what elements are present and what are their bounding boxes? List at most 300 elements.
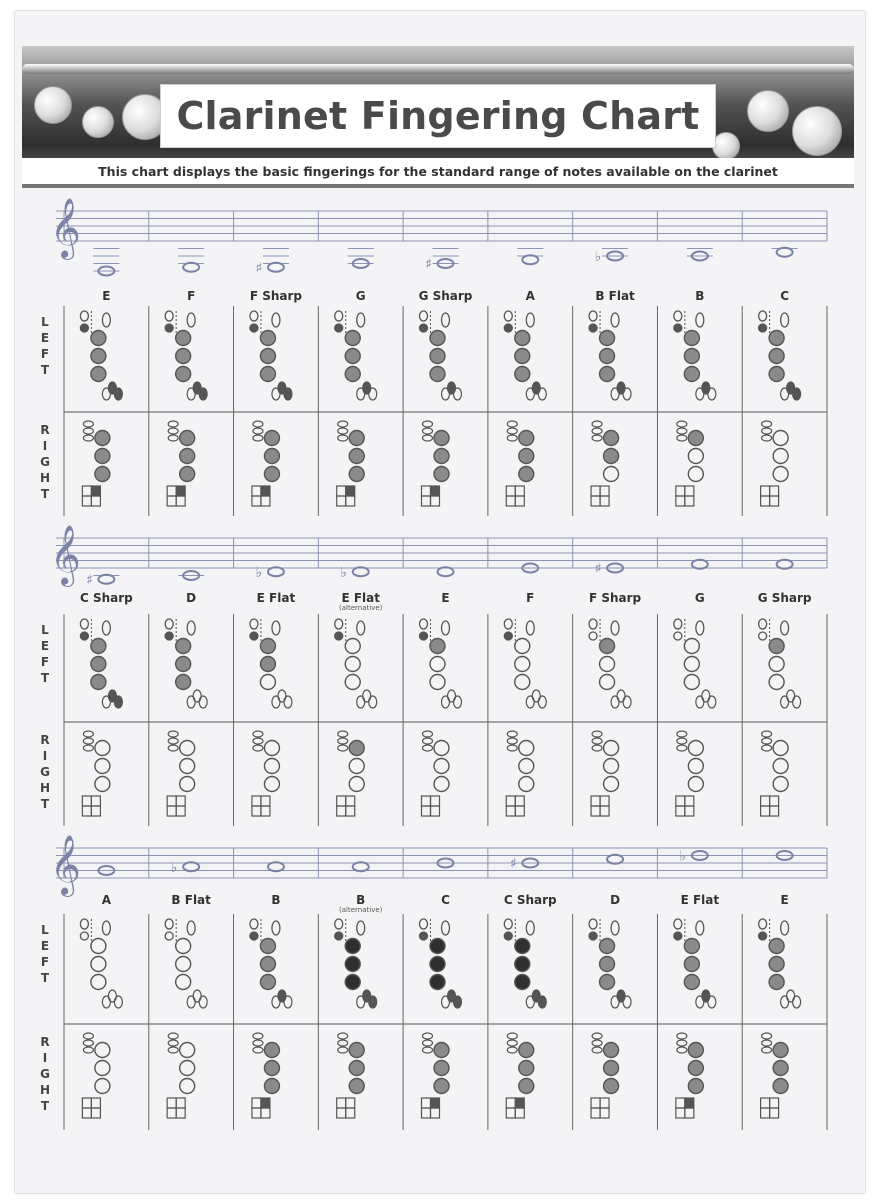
thumb-hole — [165, 324, 173, 332]
pinky-key — [591, 496, 600, 506]
trill-key — [592, 745, 602, 751]
register-key — [589, 619, 597, 629]
pinky-key — [82, 806, 91, 816]
tone-hole — [95, 759, 110, 774]
tone-hole — [91, 975, 106, 990]
tone-hole — [519, 741, 534, 756]
pinky-key — [591, 806, 600, 816]
trill-key — [592, 421, 602, 427]
pinky-key — [454, 696, 462, 708]
tone-hole — [264, 467, 279, 482]
tone-hole — [345, 657, 360, 672]
tone-hole — [264, 1079, 279, 1094]
pinky-key — [369, 996, 377, 1008]
pinky-key — [685, 496, 694, 506]
tone-hole — [260, 975, 275, 990]
trill-key — [168, 1040, 178, 1046]
tone-hole — [773, 449, 788, 464]
tone-hole — [430, 657, 445, 672]
tone-hole — [180, 777, 195, 792]
tone-hole — [515, 657, 530, 672]
pinky-key — [346, 496, 355, 506]
pinky-key — [252, 806, 261, 816]
tone-hole — [91, 957, 106, 972]
trill-key — [83, 745, 93, 751]
sharp-icon: ♯ — [509, 856, 517, 872]
tone-hole — [176, 939, 191, 954]
trill-key — [423, 731, 433, 737]
right-hand-label — [40, 1035, 50, 1113]
side-key — [357, 621, 365, 635]
right-hand-letter: R — [40, 1035, 50, 1049]
pinky-key — [708, 388, 716, 400]
tone-hole — [684, 957, 699, 972]
pinky-key — [532, 690, 540, 702]
note-name: C — [441, 893, 450, 907]
note-head — [777, 560, 793, 569]
pinky-key — [506, 806, 515, 816]
tone-hole — [519, 467, 534, 482]
pinky-key — [591, 1108, 600, 1118]
tone-hole — [176, 675, 191, 690]
trill-key — [83, 428, 93, 434]
tone-hole — [519, 1079, 534, 1094]
trill-key — [338, 1033, 348, 1039]
side-key — [187, 313, 195, 327]
trill-key — [423, 428, 433, 434]
right-hand-letter: I — [42, 1051, 48, 1065]
tone-hole — [95, 1079, 110, 1094]
trill-key — [592, 1033, 602, 1039]
trill-key — [253, 1040, 263, 1046]
pinky-key — [176, 796, 185, 806]
pinky-key — [538, 388, 546, 400]
trill-key — [253, 1033, 263, 1039]
trill-key — [677, 745, 687, 751]
right-hand-letter: R — [40, 423, 50, 437]
thumb-hole — [80, 932, 88, 940]
tone-hole — [688, 449, 703, 464]
tone-hole — [260, 367, 275, 382]
tone-hole — [604, 449, 619, 464]
tone-hole — [91, 657, 106, 672]
pinky-key — [702, 990, 710, 1002]
note-name: E Flat — [680, 893, 720, 907]
right-hand-label — [40, 733, 50, 811]
tone-hole — [515, 675, 530, 690]
note-name: B Flat — [171, 893, 211, 907]
register-key — [504, 919, 512, 929]
side-key — [357, 313, 365, 327]
trill-key — [677, 1033, 687, 1039]
trill-key — [83, 435, 93, 441]
register-key — [165, 919, 173, 929]
trill-key — [338, 428, 348, 434]
trill-key — [677, 428, 687, 434]
tone-hole — [91, 675, 106, 690]
pinky-key — [611, 388, 619, 400]
pinky-key — [252, 496, 261, 506]
trill-key — [253, 738, 263, 744]
tone-hole — [434, 1079, 449, 1094]
tone-hole — [600, 939, 615, 954]
tone-hole — [515, 367, 530, 382]
pinky-key — [176, 1108, 185, 1118]
trill-key — [423, 738, 433, 744]
tone-hole — [515, 331, 530, 346]
pinky-key — [337, 486, 346, 496]
pinky-key — [617, 990, 625, 1002]
tone-hole — [600, 367, 615, 382]
tone-hole — [688, 777, 703, 792]
tone-hole — [180, 759, 195, 774]
tone-hole — [515, 639, 530, 654]
pinky-key — [708, 696, 716, 708]
pinky-key — [611, 696, 619, 708]
trill-key — [507, 435, 517, 441]
trill-key — [762, 738, 772, 744]
tone-hole — [180, 431, 195, 446]
trill-key — [762, 731, 772, 737]
register-key — [420, 619, 428, 629]
tone-hole — [95, 1043, 110, 1058]
right-hand-label — [40, 423, 50, 501]
tone-hole — [769, 331, 784, 346]
tone-hole — [688, 1043, 703, 1058]
right-hand-letter: T — [40, 1099, 50, 1113]
pinky-key — [369, 388, 377, 400]
side-key — [187, 921, 195, 935]
register-key — [335, 311, 343, 321]
tone-hole — [176, 975, 191, 990]
pinky-key — [176, 486, 185, 496]
treble-clef-icon: 𝄞 — [50, 835, 81, 895]
tone-hole — [515, 349, 530, 364]
pinky-key — [252, 1098, 261, 1108]
tone-hole — [769, 975, 784, 990]
register-key — [759, 311, 767, 321]
tone-hole — [91, 367, 106, 382]
side-key — [696, 313, 704, 327]
tone-hole — [349, 431, 364, 446]
trill-key — [507, 1033, 517, 1039]
pinky-key — [431, 486, 440, 496]
trill-key — [677, 435, 687, 441]
tone-hole — [349, 1043, 364, 1058]
pinky-key — [515, 486, 524, 496]
tone-hole — [430, 939, 445, 954]
right-hand-letter: H — [39, 1083, 51, 1097]
pinky-key — [526, 996, 534, 1008]
thumb-hole — [250, 632, 258, 640]
pinky-key — [284, 388, 292, 400]
right-hand-letter: R — [40, 733, 50, 747]
register-key — [250, 619, 258, 629]
left-hand-letter: L — [41, 923, 49, 937]
trill-key — [338, 731, 348, 737]
note-head — [98, 575, 114, 584]
pinky-key — [167, 796, 176, 806]
trill-key — [423, 745, 433, 751]
tone-hole — [519, 1061, 534, 1076]
tone-hole — [264, 449, 279, 464]
thumb-hole — [589, 932, 597, 940]
note-name: E — [102, 289, 111, 303]
tone-hole — [264, 431, 279, 446]
pinky-key — [623, 388, 631, 400]
tone-hole — [349, 449, 364, 464]
tone-hole — [434, 431, 449, 446]
note-name: D — [186, 591, 197, 605]
pinky-key — [91, 496, 100, 506]
tone-hole — [769, 349, 784, 364]
pinky-key — [787, 690, 795, 702]
pinky-key — [199, 696, 207, 708]
pinky-key — [431, 806, 440, 816]
tone-hole — [349, 467, 364, 482]
tone-hole — [345, 675, 360, 690]
pinky-key — [770, 486, 779, 496]
thumb-hole — [80, 632, 88, 640]
trill-key — [592, 1047, 602, 1053]
pinky-key — [422, 1108, 431, 1118]
thumb-hole — [674, 324, 682, 332]
register-key — [250, 919, 258, 929]
register-key — [165, 619, 173, 629]
pinky-key — [167, 1098, 176, 1108]
pinky-key — [176, 496, 185, 506]
trill-key — [423, 1040, 433, 1046]
tone-hole — [604, 741, 619, 756]
note-name: F Sharp — [588, 591, 642, 605]
left-hand-letter: L — [41, 623, 49, 637]
left-hand-letter: F — [40, 955, 50, 969]
tone-hole — [176, 331, 191, 346]
thumb-hole — [335, 324, 343, 332]
tone-hole — [519, 1043, 534, 1058]
right-hand-letter: I — [42, 749, 48, 763]
tone-hole — [769, 939, 784, 954]
tone-hole — [434, 449, 449, 464]
pinky-key — [761, 806, 770, 816]
tone-hole — [684, 331, 699, 346]
tone-hole — [515, 975, 530, 990]
register-key — [589, 311, 597, 321]
pinky-key — [102, 696, 110, 708]
pinky-key — [187, 696, 195, 708]
pinky-key — [199, 996, 207, 1008]
tone-hole — [684, 349, 699, 364]
tone-hole — [180, 467, 195, 482]
tone-hole — [604, 467, 619, 482]
pinky-key — [617, 690, 625, 702]
tone-hole — [430, 675, 445, 690]
pinky-key — [600, 486, 609, 496]
pinky-key — [685, 796, 694, 806]
side-key — [272, 313, 280, 327]
trill-key — [507, 738, 517, 744]
pinky-key — [91, 1108, 100, 1118]
side-key — [187, 621, 195, 635]
pinky-key — [82, 796, 91, 806]
right-hand-letter: T — [40, 487, 50, 501]
flat-icon: ♭ — [255, 564, 263, 581]
tone-hole — [176, 349, 191, 364]
thumb-hole — [759, 324, 767, 332]
pinky-key — [346, 1098, 355, 1108]
pinky-key — [272, 996, 280, 1008]
pinky-key — [781, 388, 789, 400]
tone-hole — [95, 449, 110, 464]
tone-hole — [604, 759, 619, 774]
register-key — [504, 619, 512, 629]
register-key — [504, 311, 512, 321]
tone-hole — [769, 367, 784, 382]
note-head — [522, 255, 538, 264]
tone-hole — [260, 657, 275, 672]
pinky-key — [696, 696, 704, 708]
tone-hole — [604, 777, 619, 792]
trill-key — [338, 421, 348, 427]
trill-key — [507, 1047, 517, 1053]
tone-hole — [260, 331, 275, 346]
tone-hole — [688, 467, 703, 482]
pinky-key — [431, 796, 440, 806]
pinky-key — [591, 486, 600, 496]
side-key — [781, 921, 789, 935]
sharp-icon: ♯ — [594, 561, 602, 577]
tone-hole — [684, 675, 699, 690]
note-name: G Sharp — [418, 289, 473, 303]
pinky-key — [167, 486, 176, 496]
tone-hole — [180, 1043, 195, 1058]
pinky-key — [82, 486, 91, 496]
tone-hole — [260, 349, 275, 364]
tone-hole — [349, 741, 364, 756]
tone-hole — [434, 741, 449, 756]
pinky-key — [515, 796, 524, 806]
tone-hole — [264, 741, 279, 756]
pinky-key — [422, 496, 431, 506]
tone-hole — [345, 349, 360, 364]
tone-hole — [773, 777, 788, 792]
pinky-key — [261, 496, 270, 506]
register-key — [759, 919, 767, 929]
register-key — [674, 311, 682, 321]
pinky-key — [167, 1108, 176, 1118]
side-key — [272, 621, 280, 635]
register-key — [589, 919, 597, 929]
register-key — [420, 919, 428, 929]
tone-hole — [95, 431, 110, 446]
tone-hole — [264, 1043, 279, 1058]
note-name: E Flat — [341, 591, 380, 605]
trill-key — [83, 421, 93, 427]
note-name: G — [355, 289, 366, 303]
note-head — [183, 263, 199, 272]
thumb-hole — [420, 324, 428, 332]
side-key — [781, 621, 789, 635]
tone-hole — [430, 349, 445, 364]
tone-hole — [180, 449, 195, 464]
thumb-hole — [80, 324, 88, 332]
trill-key — [507, 1040, 517, 1046]
tone-hole — [769, 639, 784, 654]
note-name: C — [780, 289, 790, 303]
pinky-key — [346, 486, 355, 496]
trill-key — [253, 731, 263, 737]
pinky-key — [685, 486, 694, 496]
pinky-key — [770, 1098, 779, 1108]
pinky-key — [422, 486, 431, 496]
side-key — [526, 921, 534, 935]
trill-key — [507, 745, 517, 751]
trill-key — [338, 1047, 348, 1053]
pinky-key — [685, 806, 694, 816]
tone-hole — [519, 777, 534, 792]
thumb-hole — [335, 632, 343, 640]
sharp-icon: ♯ — [425, 256, 432, 273]
tone-hole — [180, 1079, 195, 1094]
pinky-key — [187, 996, 195, 1008]
tone-hole — [345, 957, 360, 972]
pinky-key — [261, 486, 270, 496]
thumb-hole — [420, 932, 428, 940]
trill-key — [338, 435, 348, 441]
thumb-hole — [250, 324, 258, 332]
side-key — [442, 921, 450, 935]
pinky-key — [454, 996, 462, 1008]
tone-hole — [434, 1061, 449, 1076]
pinky-key — [506, 796, 515, 806]
left-hand-letter: E — [40, 939, 50, 953]
tone-hole — [600, 675, 615, 690]
thumb-hole — [165, 932, 173, 940]
tone-hole — [600, 639, 615, 654]
trill-key — [253, 745, 263, 751]
pinky-key — [685, 1108, 694, 1118]
trill-key — [168, 1047, 178, 1053]
tone-hole — [684, 657, 699, 672]
tone-hole — [176, 639, 191, 654]
side-key — [611, 313, 619, 327]
left-hand-letter: F — [40, 655, 50, 669]
side-key — [442, 621, 450, 635]
right-hand-letter: T — [40, 797, 50, 811]
register-key — [250, 311, 258, 321]
trill-key — [168, 421, 178, 427]
pinky-key — [278, 690, 286, 702]
flat-icon: ♭ — [340, 564, 348, 581]
pinky-key — [685, 1098, 694, 1108]
trill-key — [762, 1040, 772, 1046]
tone-hole — [769, 675, 784, 690]
tone-hole — [176, 367, 191, 382]
pinky-key — [781, 696, 789, 708]
pinky-key — [617, 382, 625, 394]
tone-hole — [260, 957, 275, 972]
pinky-key — [346, 806, 355, 816]
pinky-key — [261, 806, 270, 816]
trill-key — [83, 1033, 93, 1039]
tone-hole — [684, 639, 699, 654]
pinky-key — [623, 996, 631, 1008]
right-hand-letter: I — [42, 439, 48, 453]
tone-hole — [91, 939, 106, 954]
flat-icon: ♭ — [594, 249, 602, 265]
trill-key — [168, 738, 178, 744]
flat-icon: ♭ — [679, 848, 687, 865]
